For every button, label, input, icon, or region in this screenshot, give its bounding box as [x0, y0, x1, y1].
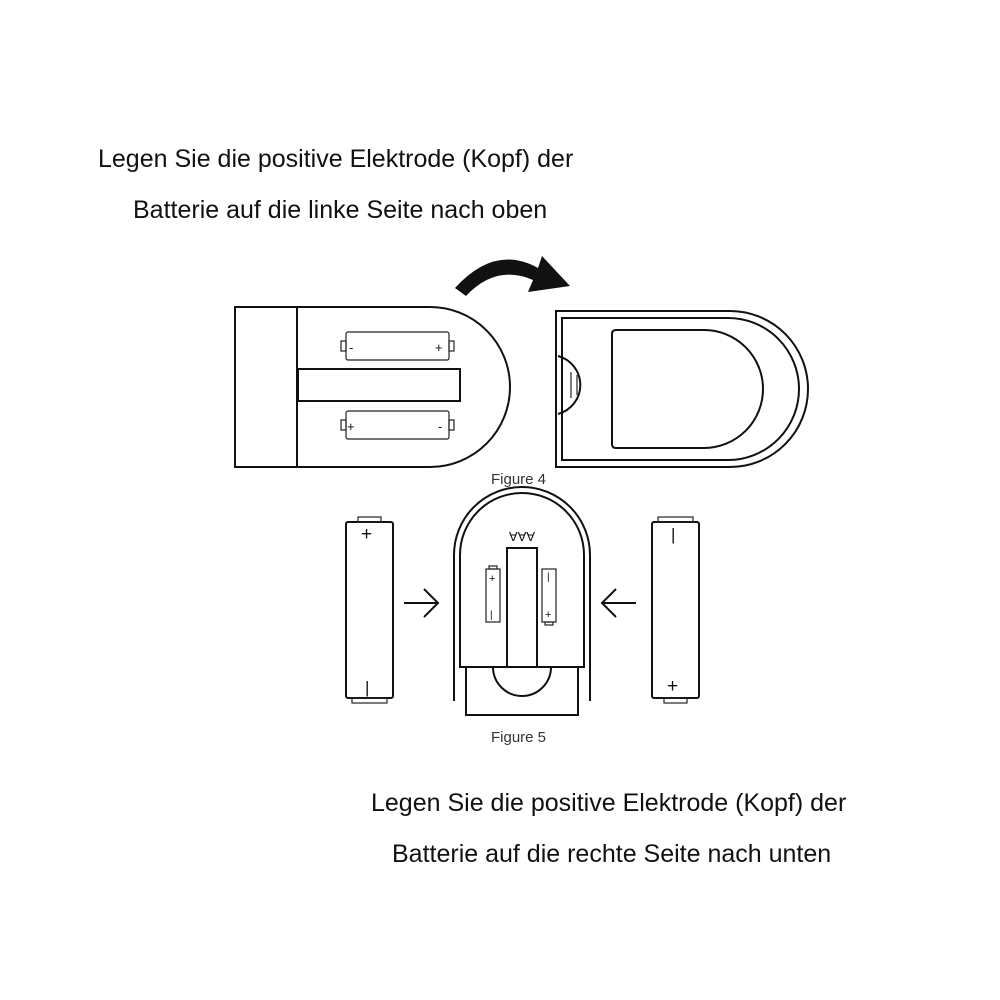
plus-symbol: +: [545, 609, 552, 621]
bar-symbol: |: [671, 525, 676, 544]
instruction-top-line2: Batterie auf die linke Seite nach oben: [133, 196, 548, 224]
minus-symbol: -: [349, 340, 354, 355]
minus-symbol: -: [438, 419, 443, 434]
remote-back-cover: [556, 311, 808, 467]
battery-fig5-left: [346, 517, 393, 703]
plus-symbol: +: [361, 524, 373, 545]
bar-symbol: |: [490, 610, 493, 621]
plus-symbol: +: [435, 340, 443, 355]
plus-symbol: +: [489, 573, 496, 585]
bar-symbol: |: [365, 678, 370, 697]
instruction-top-line1: Legen Sie die positive Elektrode (Kopf) der: [98, 145, 574, 173]
remote-open-compartment: [235, 307, 510, 467]
battery-type-label: AAA: [508, 529, 536, 544]
arrow-right-icon: [404, 589, 438, 617]
arrow-left-icon: [602, 589, 636, 617]
battery-fig4-top: [341, 332, 454, 360]
bar-symbol: |: [547, 572, 550, 583]
battery-slot-right: [542, 569, 556, 625]
figure5-caption: Figure 5: [491, 729, 547, 746]
instruction-bottom-line2: Batterie auf die rechte Seite nach unten: [392, 840, 832, 868]
figure4-caption: Figure 4: [491, 471, 547, 488]
flip-arrow-icon: [455, 256, 570, 296]
plus-symbol: +: [347, 419, 355, 434]
remote-compartment-vertical: [454, 487, 590, 715]
plus-symbol: +: [667, 676, 679, 697]
battery-fig5-right: [652, 517, 699, 703]
battery-fig4-bottom: [341, 411, 454, 439]
battery-slot-left: [486, 566, 500, 622]
instruction-bottom-line1: Legen Sie die positive Elektrode (Kopf) der: [371, 789, 847, 817]
